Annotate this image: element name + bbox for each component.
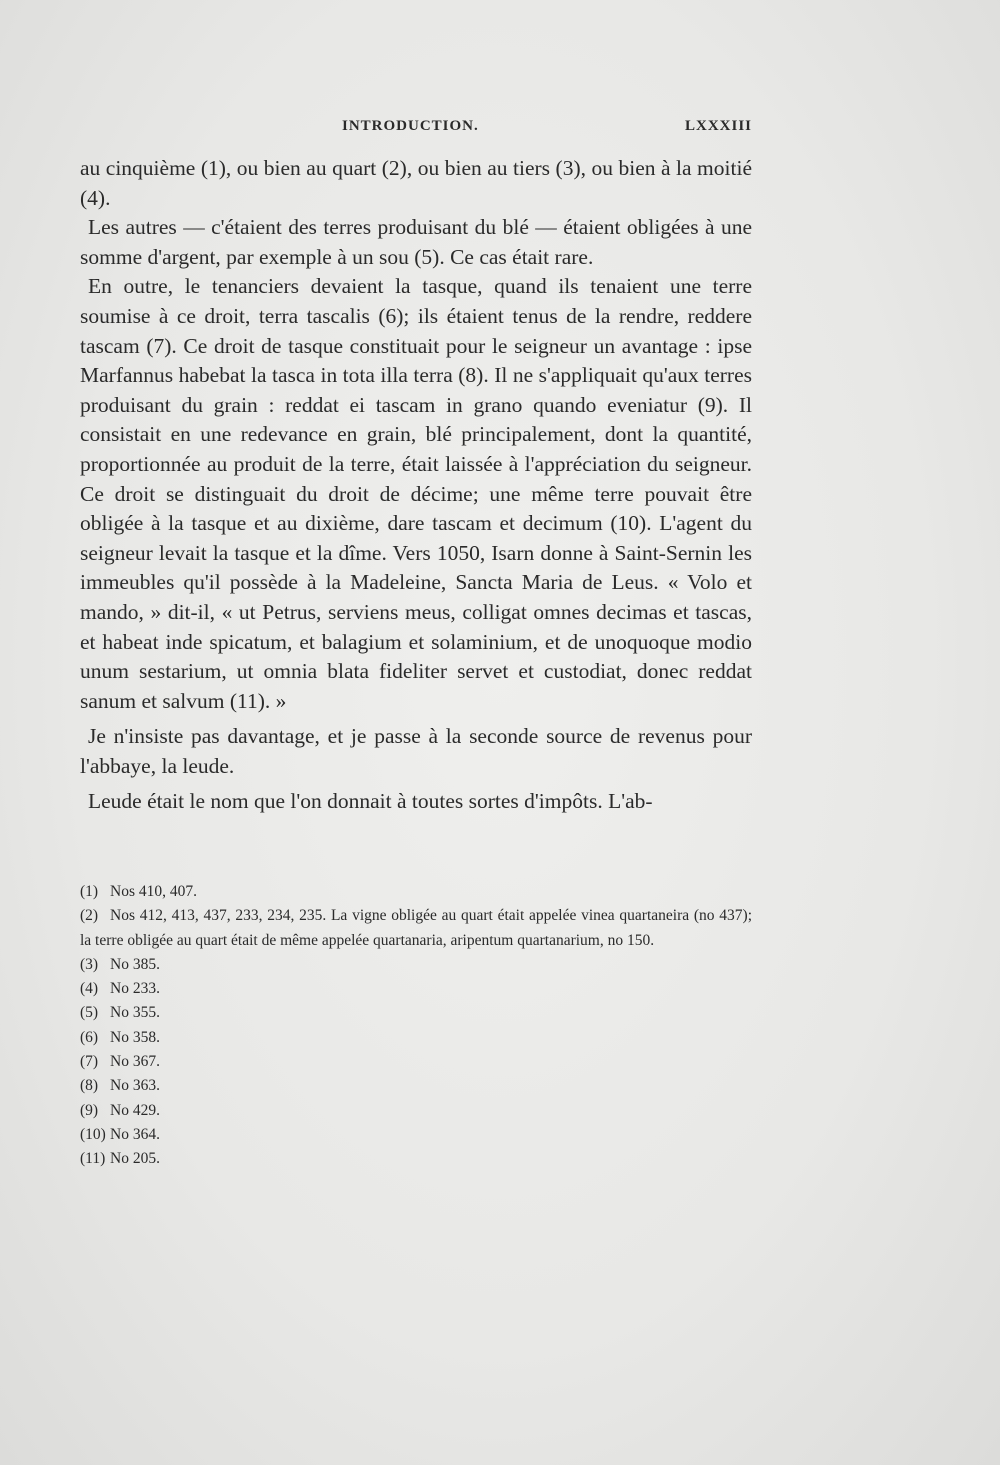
- footnote-number: (3): [80, 955, 99, 973]
- footnote-number: (5): [80, 1004, 99, 1022]
- footnote-text: Nos 410, 407.: [110, 883, 197, 900]
- running-header: [80, 118, 752, 142]
- footnote: [80, 880, 752, 904]
- page-number: LXXXIII: [684, 118, 752, 134]
- footnote: [80, 1050, 752, 1074]
- footnote-text: No 429.: [110, 1101, 160, 1119]
- footnote: [80, 1147, 752, 1171]
- paragraph: au cinquième (1), ou bien au quart (2), ou bien au tiers (3), ou bien à la moitié (4).: [80, 156, 752, 210]
- footnote-text: No 358.: [110, 1028, 160, 1046]
- footnote-text: No 367.: [110, 1053, 160, 1071]
- footnote-text: No 363.: [110, 1077, 160, 1095]
- paragraph: Les autres — c'étaient des terres produisant du blé — étaient obligées à une somme d'argent, par exemple à un sou (5). Ce cas était rare.: [80, 215, 752, 269]
- footnote: [80, 904, 752, 953]
- footnote: [80, 953, 752, 977]
- footnote-text: No 355.: [110, 1004, 160, 1022]
- footnote-number: (7): [80, 1053, 99, 1071]
- footnote: [80, 1001, 752, 1025]
- paragraph: En outre, le tenanciers devaient la tasque, quand ils tenaient une terre soumise à ce droit, terra tascalis (6); ils étaient tenus de la rendre, reddere tascam (7). Ce droit de tasque constituait pour le seigneur un avantage : ipse Marfannus habebat la tasca in tota illa terra (8). Il ne s'appliquait qu'aux terres produisant du grain : reddat ei tascam in grano quando eveniatur (9). Il consistait en une redevance en grain, blé principalement, dont la quantité, proportionnée au produit de la terre, était laissée à l'appréciation du seigneur. Ce droit se distinguait du droit de décime; une même terre pouvait être obligée à la tasque et au dixième, dare tascam et decimum (10). L'agent du seigneur levait la tasque et la dîme. Vers 1050, Isarn donne à Saint-Sernin les immeubles qu'il possède à la Madeleine, Sancta Maria de Leus. « Volo et mando, » dit-il, « ut Petrus, serviens meus, colligat omnes decimas et tascas, et habeat inde spicatum, et balagium et solaminium, et de unoquoque modio unum sestarium, ut omnia blata fideliter servet et custodiat, donec reddat sanum et salvum (11). »: [80, 274, 752, 713]
- footnote-text: Nos 412, 413, 437, 233, 234, 235. La vigne obligée au quart était appelée vinea quartaneira (no 437); la terre obligée au quart était de même appelée quartanaria, aripentum quartanarium, no 150.: [80, 907, 752, 949]
- footnote: [80, 1123, 752, 1147]
- footnote-text: No 205.: [110, 1150, 160, 1168]
- footnote: [80, 1026, 752, 1050]
- footnote-text: No 233.: [110, 980, 160, 998]
- paragraph: Je n'insiste pas davantage, et je passe à la seconde source de revenus pour l'abbaye, la leude.: [80, 724, 752, 778]
- footnote-number: (8): [80, 1077, 99, 1095]
- footnote: [80, 1074, 752, 1098]
- footnote-number: (1): [80, 883, 99, 900]
- footnotes: [80, 880, 752, 1172]
- footnote-text: No 385.: [110, 955, 160, 973]
- footnote: [80, 1099, 752, 1123]
- running-title: INTRODUCTION.: [342, 118, 479, 134]
- footnote-number: (11): [80, 1150, 106, 1168]
- footnote-text: No 364.: [110, 1125, 160, 1143]
- footnote-number: (4): [80, 980, 99, 998]
- paragraph: Leude était le nom que l'on donnait à toutes sortes d'impôts. L'ab-: [88, 789, 653, 814]
- footnote-number: (9): [80, 1101, 99, 1119]
- footnote-number: (2): [80, 907, 99, 925]
- footnote: [80, 977, 752, 1001]
- footnote-number: (10): [80, 1125, 106, 1143]
- main-text: [80, 154, 752, 817]
- footnote-number: (6): [80, 1028, 99, 1046]
